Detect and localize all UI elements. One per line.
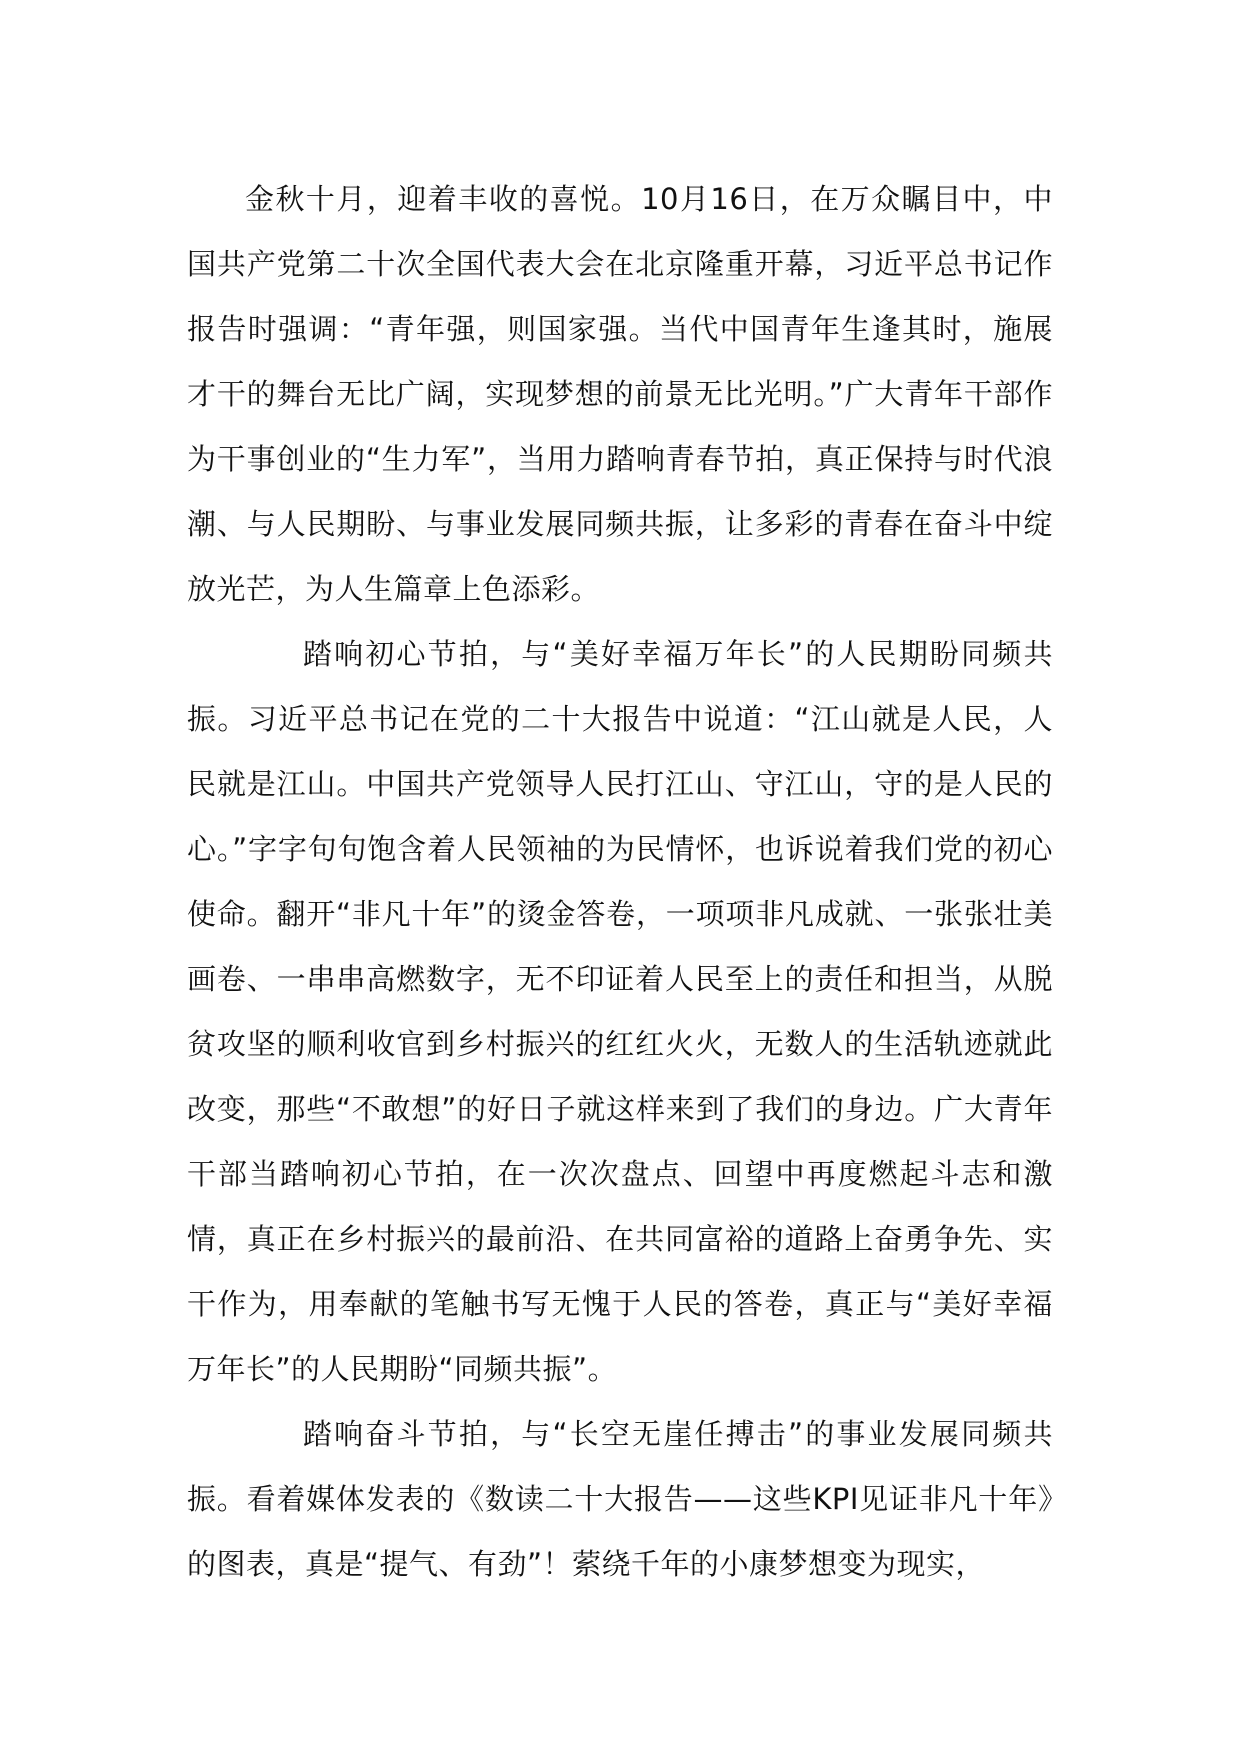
paragraph-intro: 金秋十月，迎着丰收的喜悦。10月16日，在万众瞩目中，中国共产党第二十次全国代表大会在北京隆重开幕，习近平总书记作报告时强调：“青年强，则国家强。当代中国青年生逢其时，施展才干的舞台无比广阔，实现梦想的前景无比光明。”广大青年干部作为干事创业的“生力军”，当用力踏响青春节拍，真正保持与时代浪潮、与人民期盼、与事业发展同频共振，让多彩的青春在奋斗中绽放光芒，为人生篇章上色添彩。 <box>187 182 1053 606</box>
paragraph-striving: 踏响奋斗节拍，与“长空无崖任搏击”的事业发展同频共振。看着媒体发表的《数读二十大报告——这些KPI见证非凡十年》的图表，真是“提气、有劲”！萦绕千年的小康梦想变为现实， <box>187 1417 1053 1581</box>
paragraph-original-aspiration: 踏响初心节拍，与“美好幸福万年长”的人民期盼同频共振。习近平总书记在党的二十大报告中说道：“江山就是人民，人民就是江山。中国共产党领导人民打江山、守江山，守的是人民的心。”字字句句饱含着人民领袖的为民情怀，也诉说着我们党的初心使命。翻开“非凡十年”的烫金答卷，一项项非凡成就、一张张壮美画卷、一串串高燃数字，无不印证着人民至上的责任和担当，从脱贫攻坚的顺利收官到乡村振兴的红红火火，无数人的生活轨迹就此改变，那些“不敢想”的好日子就这样来到了我们的身边。广大青年干部当踏响初心节拍，在一次次盘点、回望中再度燃起斗志和激情，真正在乡村振兴的最前沿、在共同富裕的道路上奋勇争先、实干作为，用奉献的笔触书写无愧于人民的答卷，真正与“美好幸福万年长”的人民期盼“同频共振”。 <box>187 637 1053 1386</box>
document-body <box>187 167 1053 1597</box>
